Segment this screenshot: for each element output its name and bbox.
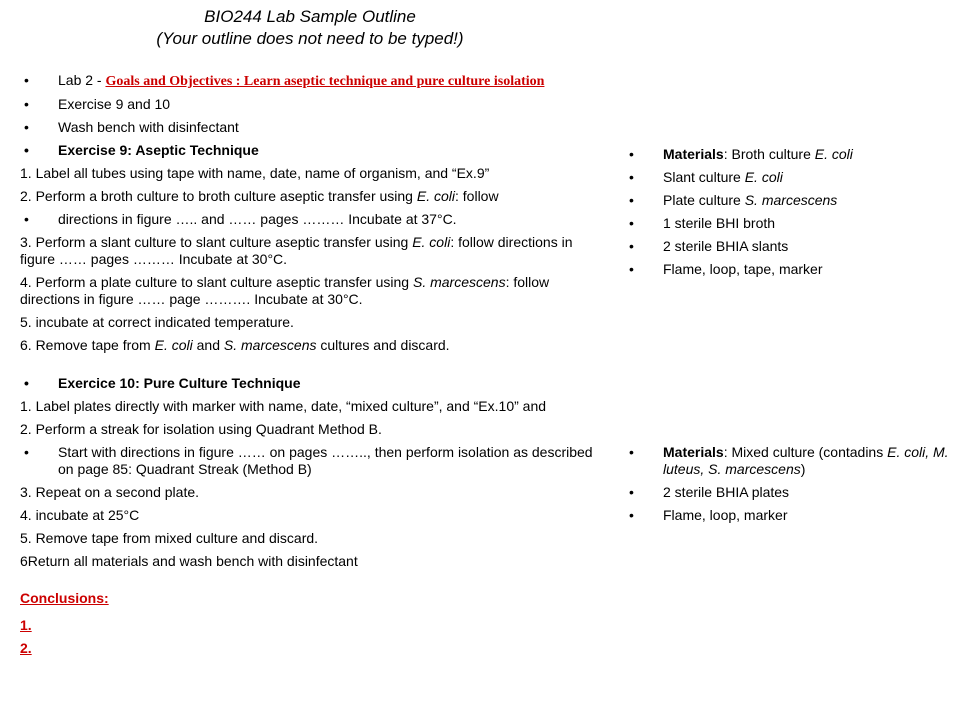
ex9-step-6	[20, 337, 610, 354]
left-column	[20, 72, 610, 663]
ex10-step-5: 5. Remove tape from mixed culture and discard.	[20, 530, 319, 546]
ex9-step-3-text: 3. Perform a slant culture to slant culture aseptic transfer using	[20, 234, 413, 250]
materials-item	[625, 192, 950, 209]
materials-item: • 1 sterile BHI broth	[625, 215, 950, 232]
ex9-step-4-end: : follow directions in figure …… page ………. Incubate at 30°C.	[20, 274, 550, 307]
materials-item: • 2 sterile BHIA plates	[625, 484, 950, 501]
materials-item	[625, 169, 950, 186]
organism-name: S. marcescens	[744, 192, 838, 208]
wash-bench-item: • Wash bench with disinfectant	[20, 119, 610, 136]
materials-text: Slant culture	[663, 169, 745, 185]
materials-label: Materials	[663, 146, 724, 162]
materials-item: • 2 sterile BHIA slants	[625, 238, 950, 255]
ex9-step-6-and: and	[192, 337, 224, 353]
ex10-step-2-bullet: • Start with directions in figure …… on pages …….., then perform isolation as described on page 85: Quadrant Streak (Method B)	[20, 444, 610, 478]
ex10-step-3: 3. Repeat on a second plate.	[20, 484, 200, 500]
ex9-step-2-bullet: • directions in figure ….. and …… pages ……… Incubate at 37°C.	[20, 211, 610, 228]
ex9-step-5: 5. incubate at correct indicated temperature.	[20, 314, 294, 330]
ex9-step-2-text: 2. Perform a broth culture to broth culture aseptic transfer using	[20, 188, 417, 204]
ex10-step-1: 1. Label plates directly with marker with name, date, “mixed culture”, and “Ex.10” and	[20, 398, 547, 414]
materials-text-end: )	[800, 461, 806, 477]
ex10-step-6: 6Return all materials and wash bench with disinfectant	[20, 553, 358, 569]
exercise-list-item: • Exercise 9 and 10	[20, 96, 610, 113]
materials-item: • Flame, loop, tape, marker	[625, 261, 950, 278]
organism-name: S. marcescens	[412, 274, 506, 290]
materials-label: Materials	[663, 444, 724, 460]
materials-item	[625, 146, 950, 163]
materials-item	[625, 444, 950, 478]
ex10-step-2: 2. Perform a streak for isolation using Quadrant Method B.	[20, 421, 382, 437]
materials-item: • Flame, loop, marker	[625, 507, 950, 524]
ex9-step-3-end: : follow directions in figure …… pages ……… Incubate at 30°C.	[20, 234, 573, 267]
organism-name: E. coli	[412, 234, 451, 250]
outline-title	[0, 6, 620, 50]
ex10-step-4: 4. incubate at 25°C	[20, 507, 140, 523]
lab-prefix: Lab 2 -	[58, 72, 106, 88]
ex9-step-6-end: cultures and discard.	[316, 337, 450, 353]
lab-goals-text: Goals and Objectives : Learn aseptic technique and pure culture isolation	[105, 74, 545, 89]
ex9-step-2-end: : follow	[455, 188, 499, 204]
organism-name: E. coli	[416, 188, 455, 204]
lab-goals-item	[20, 72, 610, 90]
title-line-2: (Your outline does not need to be typed!)	[156, 29, 464, 48]
organism-name: S. marcescens	[223, 337, 317, 353]
ex9-step-4	[20, 274, 610, 308]
materials-group-1	[625, 146, 950, 278]
exercise-10-heading: • Exercice 10: Pure Culture Technique	[20, 375, 610, 392]
exercise-9-heading: • Exercise 9: Aseptic Technique	[20, 142, 610, 159]
conclusion-1: 1.	[20, 617, 32, 633]
materials-text: : Broth culture	[723, 146, 815, 162]
materials-group-2	[625, 444, 950, 530]
title-line-1: BIO244 Lab Sample Outline	[204, 7, 416, 26]
right-column	[625, 146, 950, 523]
organism-name: E. coli	[814, 146, 853, 162]
organism-name: E. coli	[744, 169, 783, 185]
materials-text: Plate culture	[663, 192, 745, 208]
conclusion-2: 2.	[20, 640, 32, 656]
ex9-step-6-text: 6. Remove tape from	[20, 337, 155, 353]
organism-name: E. coli, M. luteus, S. marcescens	[663, 444, 949, 477]
conclusions-heading: Conclusions:	[20, 590, 109, 606]
ex9-step-3	[20, 234, 610, 268]
organism-name: E. coli	[154, 337, 193, 353]
materials-text: : Mixed culture (contadins	[723, 444, 888, 460]
ex9-step-2	[20, 188, 610, 205]
ex9-step-1: 1. Label all tubes using tape with name, date, name of organism, and “Ex.9”	[20, 165, 490, 181]
ex9-step-4-text: 4. Perform a plate culture to slant culture aseptic transfer using	[20, 274, 413, 290]
